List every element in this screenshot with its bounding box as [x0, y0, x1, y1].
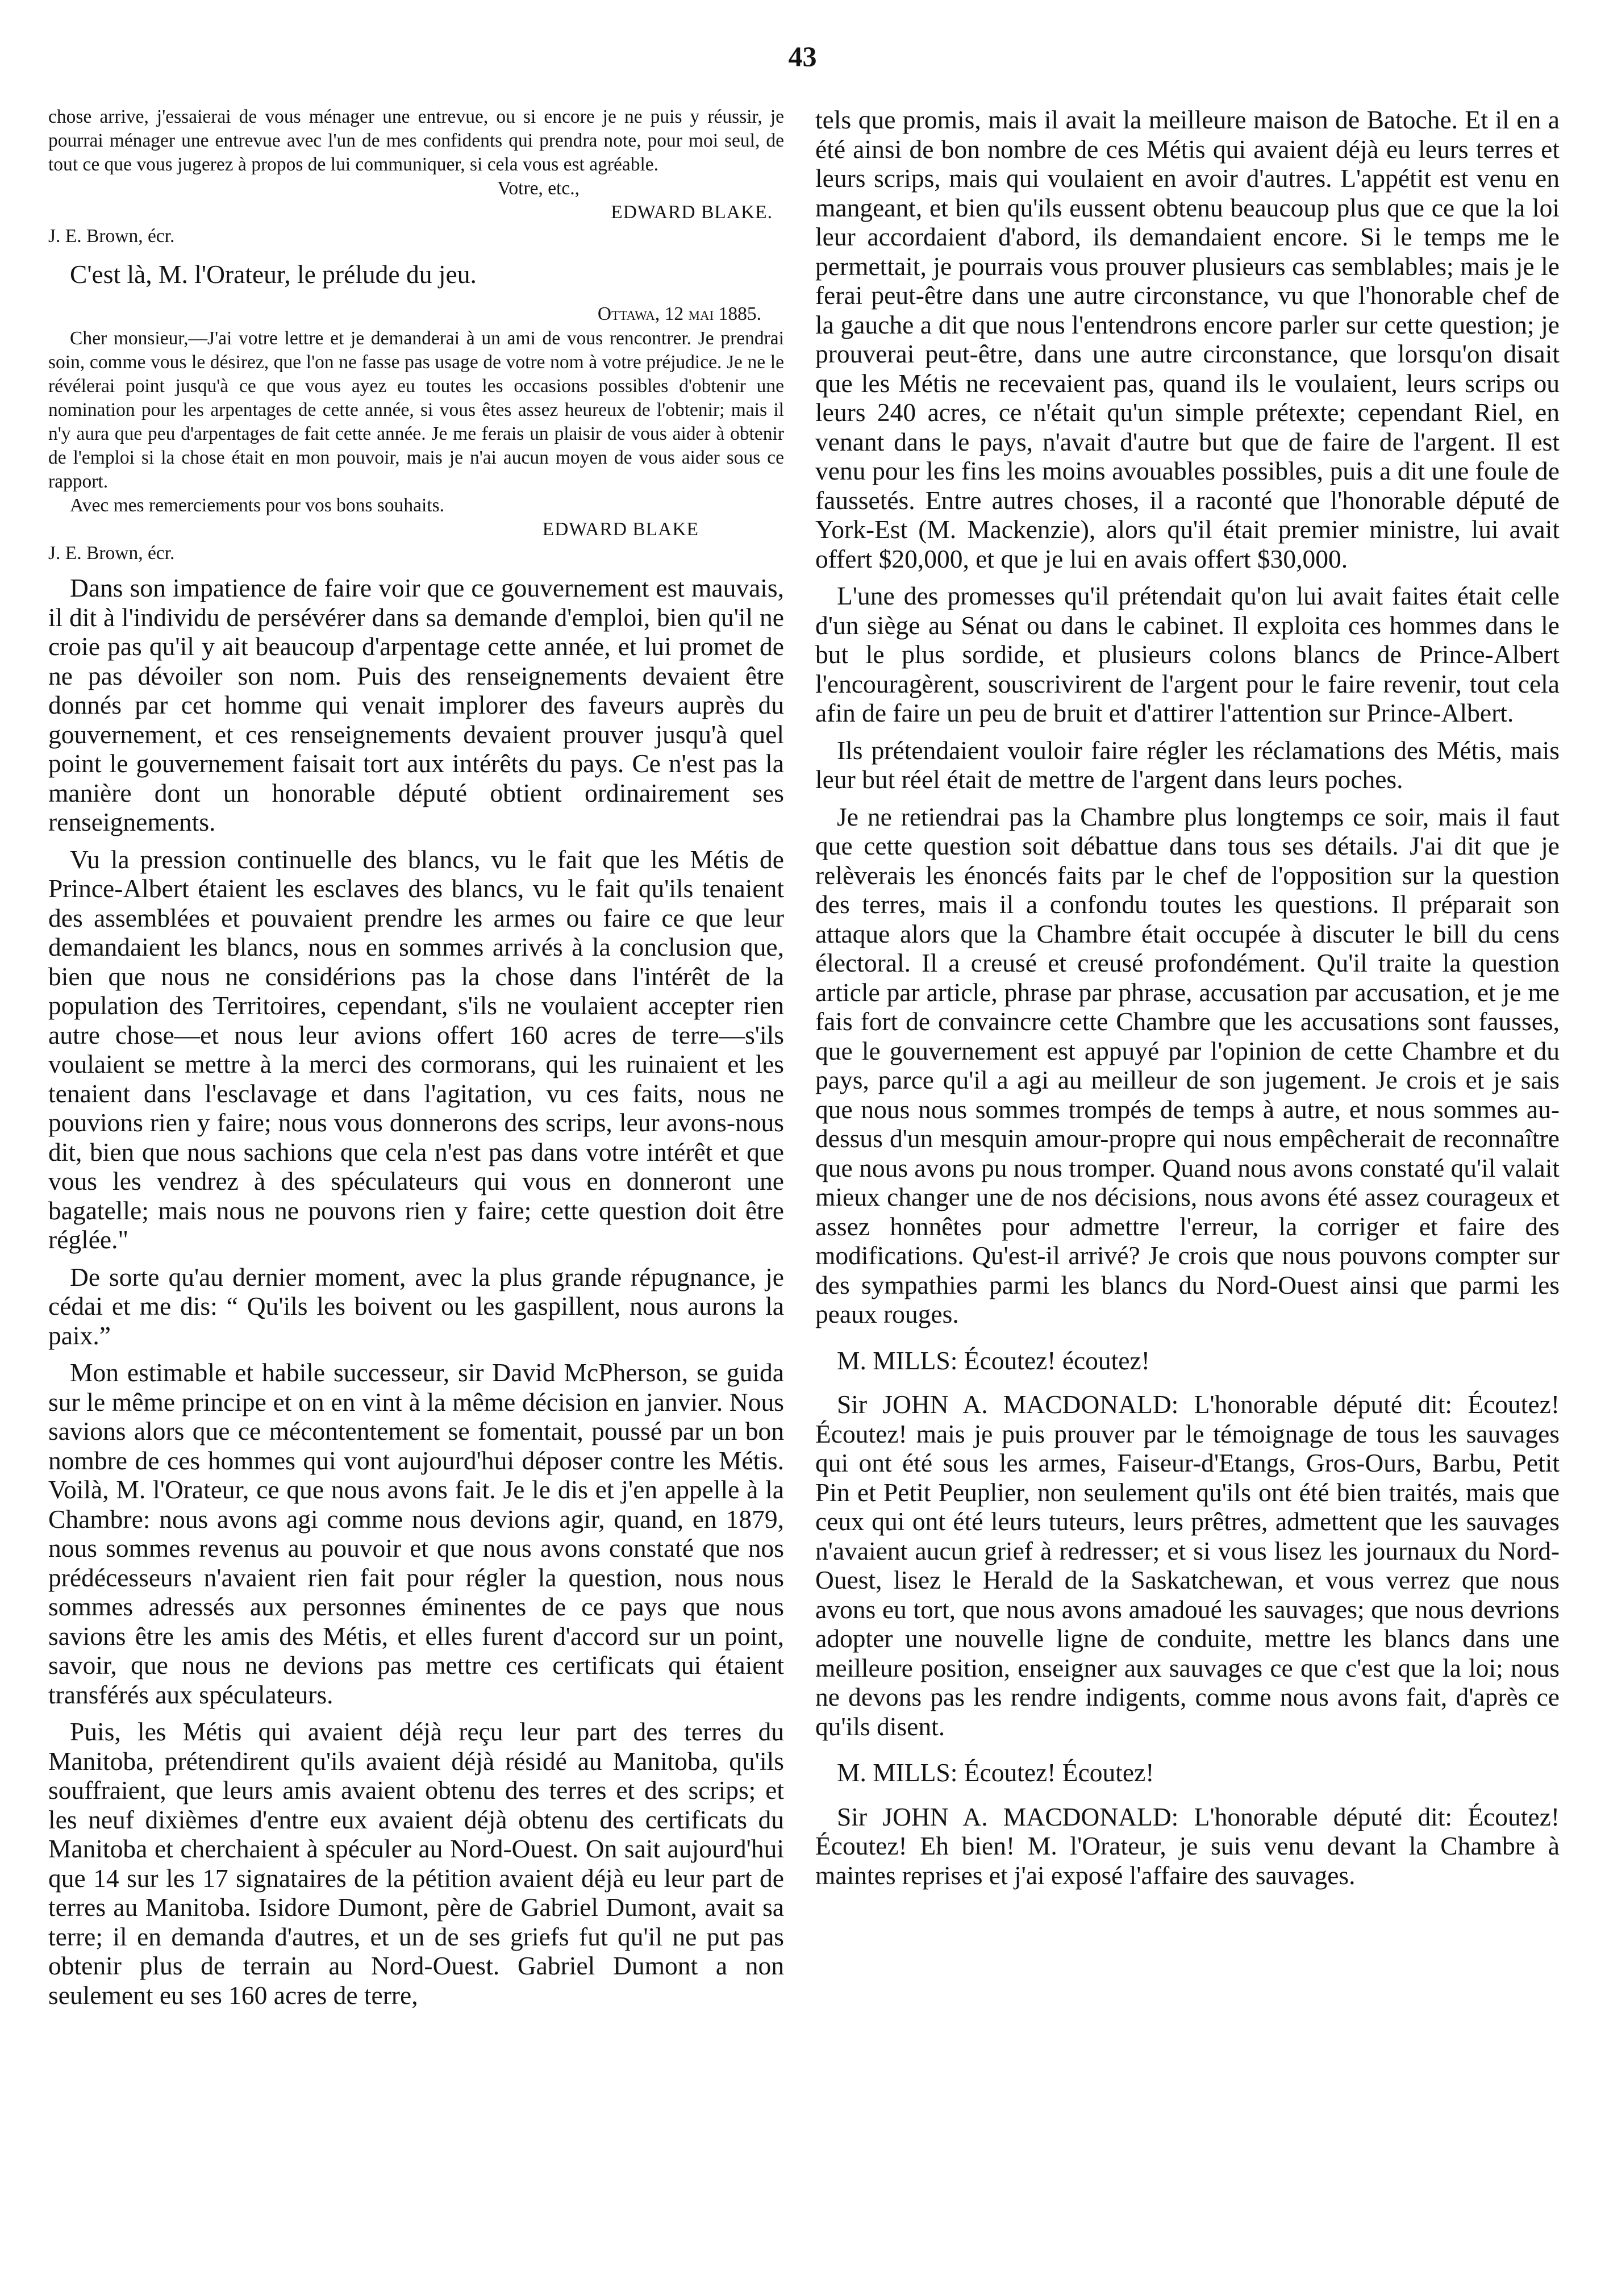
- letter-2-dateline: Ottawa, 12 mai 1885.: [597, 303, 761, 324]
- prelude-sentence: C'est là, M. l'Orateur, le prélude du jeu.: [70, 260, 477, 289]
- letter-2-thanks: Avec mes remerciements pour vos bons souhaits.: [70, 495, 444, 516]
- letter-2-body: Cher monsieur,—J'ai votre lettre et je demanderai à un ami de vous rencontrer. Je prendrai soin, comme vous le désirez, que l'on ne fasse pas usage de votre nom à votre préjudice. Je ne le révélerai point jusqu'à ce que vous ayez eu toutes les occasions possibles d'obtenir une nomination pour les arpentages de cette année, si vous êtes assez heureux de l'obtenir; mais il n'y aura que peu d'arpentages de fait cette année. Je me ferais un plaisir de vous aider à obtenir de l'emploi si la chose était en mon pouvoir, mais je n'ai aucun moyen de vous aider sous ce rapport.: [48, 328, 784, 492]
- letter-1-addressee: J. E. Brown, écr.: [48, 226, 175, 247]
- paragraph: L'une des promesses qu'il prétendait qu'on lui avait faites était celle d'un siège au Sénat ou dans le cabinet. Il exploita ces hommes dans le but le plus sordide, et plusieurs colons blancs de Prince-Albert l'encouragèrent, souscrivirent de l'argent pour le faire revenir, tout cela afin de faire un peu de bruit et d'attirer l'attention sur Prince-Albert.: [815, 581, 1560, 727]
- interjection-mills: M. MILLS: Écoutez! écoutez!: [837, 1345, 1150, 1375]
- paragraph: De sorte qu'au dernier moment, avec la plus grande répugnance, je cédai et me dis: “ Qu'ils les boivent ou les gaspillent, nous aurons la paix.”: [48, 1262, 784, 1350]
- speech-macdonald: Sir JOHN A. MACDONALD: L'honorable député dit: Écoutez! Écoutez! mais je puis prouver par le témoignage de tous les sauvages qui ont été sous les armes, Faiseur-d'Etangs, Gros-Ours, Barbu, Petit Pin et Petit Peuplier, non seulement qu'ils ont été bien traités, mais que ceux qui ont été leurs tuteurs, leurs prêtres, admettent que les sauvages n'avaient aucun grief à redresser; et si vous lisez les journaux du Nord-Ouest, lisez le Herald de la Saskatchewan, et vous verrez que nous avons eu tort, que nous avons amadoué les sauvages; que nous devrions adopter une nouvelle ligne de conduite, mettre les blancs dans une meilleure position, enseigner aux sauvages ce que c'est que la loi; nous ne devons pas les rendre indigents, comme nous avons fait, d'après ce qu'ils disent.: [815, 1390, 1560, 1741]
- letter-1-signature: EDWARD BLAKE.: [611, 202, 773, 223]
- paragraph: Dans son impatience de faire voir que ce gouvernement est mauvais, il dit à l'individu de persévérer dans sa demande d'emploi, bien qu'il ne croie pas qu'il y ait beaucoup d'arpentage cette année, et lui promet de ne pas dévoiler son nom. Puis des renseignements devaient être donnés par cet homme qui venait implorer des faveurs auprès du gouvernement, et ces renseignements devaient prouver jusqu'à quel point le gouvernement faisait tort aux intérêts du pays. Ce n'est pas la manière dont un honorable député obtient ordinairement ses renseignements.: [48, 573, 784, 836]
- letter-2-signature: EDWARD BLAKE: [542, 519, 699, 540]
- letter-2-addressee: J. E. Brown, écr.: [48, 543, 175, 564]
- paragraph: Vu la pression continuelle des blancs, vu le fait que les Métis de Prince-Albert étaient les esclaves des blancs, vu le fait qu'ils tenaient des assemblées et pouvaient prendre les armes ou faire ce que leur demandaient les blancs, nous en sommes arrivés à la conclusion que, bien que nous ne considérions pas la chose dans l'intérêt de la population des Territoires, cependant, s'ils ne voulaient accepter rien autre chose—et nous leur avions offert 160 acres de terre—s'ils voulaient se mettre à la merci des cormorans, qui les ruinaient et les tenaient dans l'esclavage et dans l'agitation, vu ces faits, nous ne pouvions rien y faire; nous vous donnerons des scrips, leur avons-nous dit, bien que nous sachions que cela n'est pas dans votre intérêt et que vous les vendrez à des spéculateurs qui vous en donneront une bagatelle; mais nous ne pouvons rien y faire; cette question doit être réglée.": [48, 844, 784, 1254]
- paragraph: Ils prétendaient vouloir faire régler les réclamations des Métis, mais leur but réel était de mettre de l'argent dans leurs poches.: [815, 735, 1560, 794]
- page-number: 43: [788, 40, 817, 72]
- paragraph: Mon estimable et habile successeur, sir David McPherson, se guida sur le même principe et on en vint à la même décision en janvier. Nous savions alors que ce mécontentement se fomentait, poussé par un bon nombre de ces hommes qui vont aujourd'hui déposer contre les Métis. Voilà, M. l'Orateur, ce que nous avons fait. Je le dis et j'en appelle à la Chambre: nous avons agi comme nous devions agir, quand, en 1879, nous sommes revenus au pouvoir et que nous avons constaté que nos prédécesseurs n'avaient rien fait pour régler la question, nous nous sommes adressés aux personnes éminentes de ce pays que nous savions être les amis des Métis, et elles furent d'accord sur un point, savoir, que nous ne devions pas mettre ces certificats qui étaient transférés aux spéculateurs.: [48, 1358, 784, 1709]
- right-column: [815, 105, 1560, 1890]
- paragraph: tels que promis, mais il avait la meilleure maison de Batoche. Et il en a été ainsi de bon nombre de ces Métis qui avaient déjà eu leurs terres et leurs scrips, mais qui voulaient en avoir d'autres. L'appétit est venu en mangeant, et bien qu'ils eussent obtenu beaucoup plus que ce que la loi leur accordaient d'abord, ils demandaient encore. Si le temps me le permettait, je pourrais vous prouver plusieurs cas semblables; mais je le ferai peut-être dans une autre circonstance, vu que l'honorable chef de la gauche a dit que nous l'entendrons encore parler sur cette question; je prouverai peut-être, dans une autre circonstance, que lorsqu'on disait que les Métis ne recevaient pas, quand ils le voulaient, leurs scrips ou leurs 240 acres, ce n'était qu'un simple prétexte; cependant Riel, en venant dans le pays, n'avait d'autre but que de faire de l'argent. Il est venu pour les fins les moins avouables possibles, puis a dit une foule de faussetés. Entre autres choses, il a raconté que l'honorable député de York-Est (M. Mackenzie), alors qu'il était premier ministre, lui avait offert $20,000, et que je lui en avais offert $30,000.: [815, 105, 1560, 573]
- paragraph: Puis, les Métis qui avaient déjà reçu leur part des terres du Manitoba, prétendirent qu'ils avaient déjà résidé au Manitoba, qu'ils souffraient, que leurs amis avaient obtenu des terres et des scrips; et les neuf dixièmes d'entre eux avaient déjà obtenu des certificats du Manitoba et cherchaient à spéculer au Nord-Ouest. On sait aujourd'hui que 14 sur les 17 signataires de la pétition avaient déjà eu leur part de terres au Manitoba. Isidore Dumont, père de Gabriel Dumont, avait sa terre; il en demanda d'autres, et un de ses griefs fut qu'il ne put pas obtenir plus de terrain au Nord-Ouest. Gabriel Dumont a non seulement eu ses 160 acres de terre,: [48, 1717, 784, 2010]
- interjection-mills: M. MILLS: Écoutez! Écoutez!: [837, 1758, 1154, 1787]
- letter-1-closing: Votre, etc.,: [497, 178, 580, 199]
- letter-1-tail: chose arrive, j'essaierai de vous ménager une entrevue, ou si encore je ne puis y réussir, je pourrai ménager une entrevue avec l'un de mes confidents qui prendra note, pour moi seul, de tout ce que vous jugerez à propos de lui communiquer, si cela vous est agréable.: [48, 106, 784, 175]
- left-column: [48, 105, 784, 2010]
- speech-macdonald: Sir JOHN A. MACDONALD: L'honorable député dit: Écoutez! Écoutez! Eh bien! M. l'Orateur, je suis venu devant la Chambre à maintes reprises et j'ai exposé l'affaire des sauvages.: [815, 1802, 1560, 1890]
- paragraph: Je ne retiendrai pas la Chambre plus longtemps ce soir, mais il faut que cette question soit débattue dans tous ses détails. J'ai dit que je relèverais les énoncés faits par le chef de l'opposition sur la question des terres, mais il a confondu toutes les questions. Il préparait son attaque alors que la Chambre était occupée à discuter le bill du cens électoral. Il a creusé et creusé profondément. Qu'il traite la question article par article, phrase par phrase, accusation par accusation, et je me fais fort de convaincre cette Chambre que les accusations sont fausses, que le gouvernement est appuyé par l'opinion de cette Chambre et du pays, parce qu'il a agi au meilleur de son jugement. Je crois et je sais que nous nous sommes trompés de temps à autre, et nous sommes au-dessus d'un mesquin amour-propre qui nous empêcherait de reconnaître que nous avons pu nous tromper. Quand nous avons constaté qu'il valait mieux changer une de nos décisions, nous avons été assez courageux et assez honnêtes pour admettre l'erreur, la corriger et faire des modifications. Qu'est-il arrivé? Je crois que nous pouvons compter sur des sympathies parmi les blancs du Nord-Ouest ainsi que parmi les peaux rouges.: [815, 802, 1560, 1328]
